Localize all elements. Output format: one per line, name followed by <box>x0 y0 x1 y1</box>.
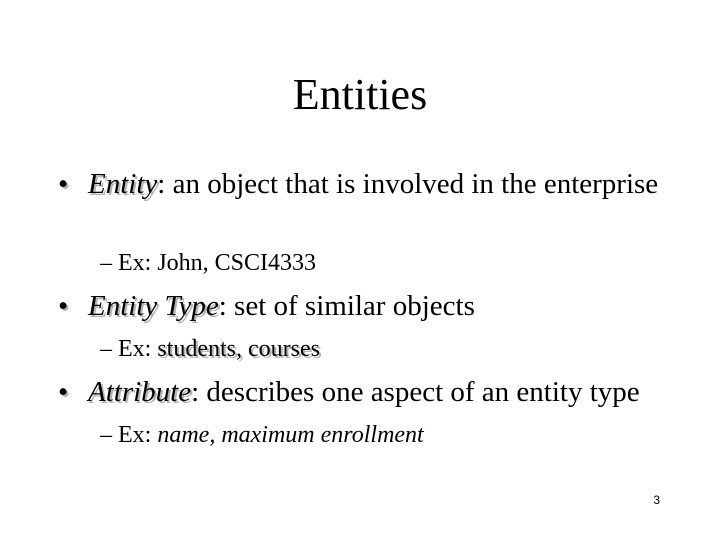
slide-title: Entities <box>292 70 428 119</box>
example-text: name, maximum enrollment <box>157 422 424 448</box>
example-prefix: – Ex: <box>100 250 158 276</box>
bullet-marker: • <box>58 376 69 408</box>
page-number: 3 <box>653 493 660 507</box>
bullet-term: Entity <box>88 168 158 200</box>
bullet-entity <box>58 166 708 202</box>
example-prefix: – Ex: <box>100 422 158 448</box>
example-entity <box>100 248 700 278</box>
bullet-marker: • <box>58 168 69 200</box>
bullet-definition: : set of similar objects <box>218 290 475 322</box>
example-text: John, CSCI4333 <box>157 250 317 276</box>
example-entity-type <box>100 334 700 364</box>
bullet-text <box>88 374 708 410</box>
example-text: students, courses <box>157 336 320 362</box>
bullet-marker: • <box>58 290 69 322</box>
bullet-definition: : describes one aspect of an entity type <box>191 376 640 408</box>
bullet-term: Attribute <box>88 376 192 408</box>
bullet-term: Entity Type <box>88 290 219 322</box>
bullet-attribute <box>58 374 708 410</box>
bullet-text <box>88 166 708 202</box>
bullet-text <box>88 288 708 324</box>
example-attribute <box>100 420 700 450</box>
bullet-entity-type <box>58 288 708 324</box>
example-prefix: – Ex: <box>100 336 158 362</box>
bullet-definition: : an object that is involved in the enterprise <box>157 168 659 200</box>
